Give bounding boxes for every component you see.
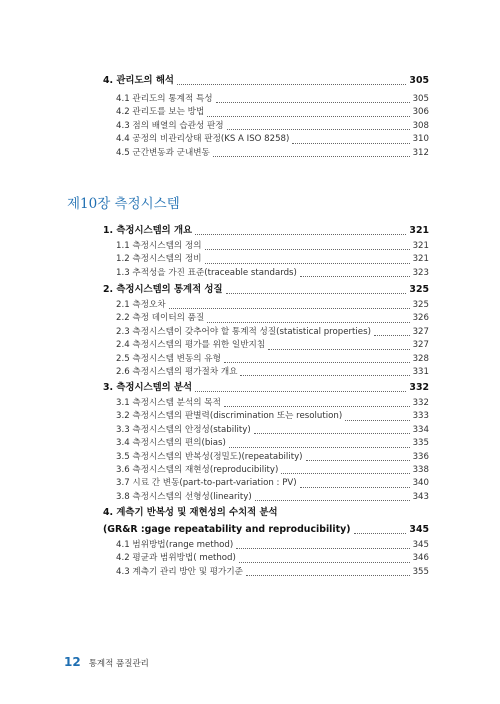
toc-entry bbox=[103, 253, 429, 266]
footer-page-number: 12 bbox=[64, 655, 81, 669]
toc-entry-label: 3.6 측정시스템의 재현성(reproducibility) bbox=[116, 465, 279, 476]
dot-leader bbox=[205, 262, 410, 264]
toc-entry bbox=[103, 133, 429, 146]
dot-leader bbox=[306, 459, 410, 461]
toc-page-number: 305 bbox=[409, 75, 429, 86]
toc-entry bbox=[103, 366, 429, 379]
toc-page-number: 340 bbox=[412, 478, 429, 489]
toc-entry-label: 2.5 측정시스템 변동의 유형 bbox=[116, 353, 221, 364]
toc-page-number: 321 bbox=[412, 254, 429, 265]
toc-entry bbox=[103, 491, 429, 504]
toc-entry bbox=[103, 299, 429, 312]
dot-leader bbox=[213, 155, 410, 157]
dot-leader bbox=[236, 547, 409, 549]
dot-leader bbox=[224, 361, 410, 363]
toc-heading-line1: 4. 계측기 반복성 및 재현성의 수치적 분석 bbox=[103, 507, 278, 518]
toc-section-4 bbox=[103, 506, 429, 579]
toc-heading-label: 1. 측정시스템의 개요 bbox=[103, 225, 193, 236]
toc-page-number: 345 bbox=[412, 540, 429, 550]
toc-entry bbox=[103, 397, 429, 410]
toc-section-heading bbox=[103, 381, 429, 395]
toc-entry-label: 4.2 평균과 범위방법( method) bbox=[116, 553, 236, 564]
toc-entry bbox=[103, 410, 429, 423]
toc-page-number: 323 bbox=[412, 267, 429, 278]
toc-entry-label: 3.7 시료 간 변동(part-to-part-variation : PV) bbox=[116, 478, 297, 489]
toc-entry-label: 3.1 측정시스템 분석의 목적 bbox=[116, 398, 221, 408]
toc-entry bbox=[103, 93, 429, 106]
toc-page-number: 327 bbox=[412, 340, 429, 351]
toc-entry bbox=[103, 566, 429, 579]
toc-page-number: 325 bbox=[409, 284, 429, 295]
toc-section-heading bbox=[103, 283, 429, 297]
toc-heading-label: (GR&R :gage repeatability and reproducibility) bbox=[103, 524, 351, 535]
dot-leader bbox=[254, 432, 410, 434]
toc-section-heading bbox=[103, 74, 429, 88]
toc-section-3 bbox=[103, 381, 429, 504]
footer-book-title: 통계적 품질관리 bbox=[88, 659, 149, 669]
toc-entry bbox=[103, 552, 429, 565]
toc-entry bbox=[103, 339, 429, 352]
dot-leader bbox=[216, 101, 410, 103]
toc-entry bbox=[103, 147, 429, 160]
toc-entry bbox=[103, 477, 429, 490]
toc-entry bbox=[103, 353, 429, 366]
dot-leader bbox=[195, 233, 406, 235]
toc-heading-label: 4. 관리도의 해석 bbox=[103, 75, 174, 86]
dot-leader bbox=[239, 561, 410, 563]
toc-entry-label: 4.4 공정의 비관리상태 판정(KS A ISO 8258) bbox=[116, 134, 290, 145]
toc-section-heading bbox=[103, 224, 429, 238]
toc-page-number: 310 bbox=[412, 134, 429, 145]
dot-leader bbox=[205, 248, 410, 250]
dot-leader bbox=[268, 348, 409, 350]
toc-entry bbox=[103, 312, 429, 325]
toc-page-number: 332 bbox=[412, 398, 429, 408]
toc-entry-label: 3.3 측정시스템의 안정성(stability) bbox=[116, 424, 251, 435]
toc-entry-label: 4.5 군간변동과 군내변동 bbox=[116, 147, 210, 158]
dot-leader bbox=[224, 405, 410, 407]
toc-entry bbox=[103, 424, 429, 437]
dot-leader bbox=[246, 574, 410, 576]
toc-page-number: 331 bbox=[412, 367, 429, 378]
toc-entry-label: 3.4 측정시스템의 편의(bias) bbox=[116, 438, 226, 449]
dot-leader bbox=[240, 374, 409, 376]
toc-page-number: 343 bbox=[412, 491, 429, 502]
toc-entry-label: 2.6 측정시스템의 평가절차 개요 bbox=[116, 367, 238, 378]
toc-entry-label: 3.2 측정시스템의 판별력(discrimination 또는 resolution) bbox=[116, 411, 343, 422]
toc-entry-label: 3.8 측정시스템의 선형성(linearity) bbox=[116, 491, 252, 502]
toc-page-number: 327 bbox=[412, 326, 429, 337]
toc-entry bbox=[103, 464, 429, 477]
toc-page-number: 334 bbox=[412, 424, 429, 435]
toc-entry bbox=[103, 437, 429, 450]
dot-leader bbox=[255, 499, 410, 501]
toc-entry bbox=[103, 539, 429, 552]
toc-entry-label: 2.1 측정오차 bbox=[116, 300, 166, 310]
toc-entry-label: 4.1 범위방법(range method) bbox=[116, 540, 234, 550]
toc-section-1 bbox=[103, 224, 429, 280]
toc-entry bbox=[103, 240, 429, 253]
dot-leader bbox=[207, 115, 409, 117]
toc-heading-label: 2. 측정시스템의 통계적 성질 bbox=[103, 284, 223, 295]
dot-leader bbox=[374, 334, 410, 336]
toc-page-number: 312 bbox=[412, 147, 429, 158]
toc-entry-label: 1.3 추적성을 가진 표준(traceable standards) bbox=[116, 267, 297, 278]
chapter-title: 제10장 측정시스템 bbox=[67, 196, 180, 212]
toc-page-number: 336 bbox=[412, 451, 429, 462]
toc-entry-label: 1.2 측정시스템의 정비 bbox=[116, 254, 202, 265]
toc-entry bbox=[103, 120, 429, 133]
toc-entry-label: 3.5 측정시스템의 반복성(정밀도)(repeatability) bbox=[116, 451, 303, 462]
toc-entry bbox=[103, 106, 429, 119]
dot-leader bbox=[227, 128, 410, 130]
toc-page-number: 306 bbox=[412, 107, 429, 118]
toc-page-number: 333 bbox=[412, 411, 429, 422]
toc-heading-label: 3. 측정시스템의 분석 bbox=[103, 382, 193, 393]
toc-entry bbox=[103, 267, 429, 280]
dot-leader bbox=[300, 275, 410, 277]
toc-page-number: 355 bbox=[412, 566, 429, 577]
toc-page-number: 335 bbox=[412, 438, 429, 449]
toc-page-number: 338 bbox=[412, 465, 429, 476]
toc-top-section bbox=[103, 74, 429, 160]
dot-leader bbox=[177, 83, 406, 85]
dot-leader bbox=[195, 390, 406, 392]
page-footer bbox=[64, 655, 149, 669]
toc-entry-label: 4.3 계측기 관리 방안 및 평가기준 bbox=[116, 566, 243, 577]
toc-entry-label: 2.2 측정 데이터의 품질 bbox=[116, 313, 205, 324]
toc-page-number: 325 bbox=[412, 300, 429, 310]
toc-entry-label: 4.2 관리도를 보는 방법 bbox=[116, 107, 205, 118]
dot-leader bbox=[207, 321, 409, 323]
toc-entry-label: 4.1 관리도의 통계적 특성 bbox=[116, 94, 213, 104]
dot-leader bbox=[292, 142, 409, 144]
toc-page-number: 308 bbox=[412, 120, 429, 131]
dot-leader bbox=[300, 486, 410, 488]
toc-page-number: 346 bbox=[412, 553, 429, 564]
toc-section-heading bbox=[103, 523, 429, 537]
toc-page-number: 305 bbox=[412, 94, 429, 104]
toc-entry-label: 4.3 점의 배열의 습관성 판정 bbox=[116, 120, 224, 131]
dot-leader bbox=[226, 292, 407, 294]
dot-leader bbox=[229, 446, 410, 448]
dot-leader bbox=[345, 419, 409, 421]
dot-leader bbox=[169, 307, 410, 309]
toc-entry-label: 2.4 측정시스템의 평가를 위한 일반지침 bbox=[116, 340, 266, 351]
toc-entry-label: 2.3 측정시스템이 갖추어야 할 통계적 성질(statistical properties) bbox=[116, 326, 371, 337]
dot-leader bbox=[281, 472, 409, 474]
toc-page-number: 321 bbox=[409, 225, 429, 236]
toc-page-number: 332 bbox=[409, 382, 429, 393]
toc-page-number: 328 bbox=[412, 353, 429, 364]
toc-page-number: 326 bbox=[412, 313, 429, 324]
toc-entry bbox=[103, 326, 429, 339]
toc-page-number: 345 bbox=[409, 524, 429, 535]
toc-section-2 bbox=[103, 283, 429, 379]
toc-page-number: 321 bbox=[412, 241, 429, 251]
dot-leader bbox=[354, 532, 407, 534]
toc-entry-label: 1.1 측정시스템의 정의 bbox=[116, 241, 202, 251]
toc-entry bbox=[103, 451, 429, 464]
